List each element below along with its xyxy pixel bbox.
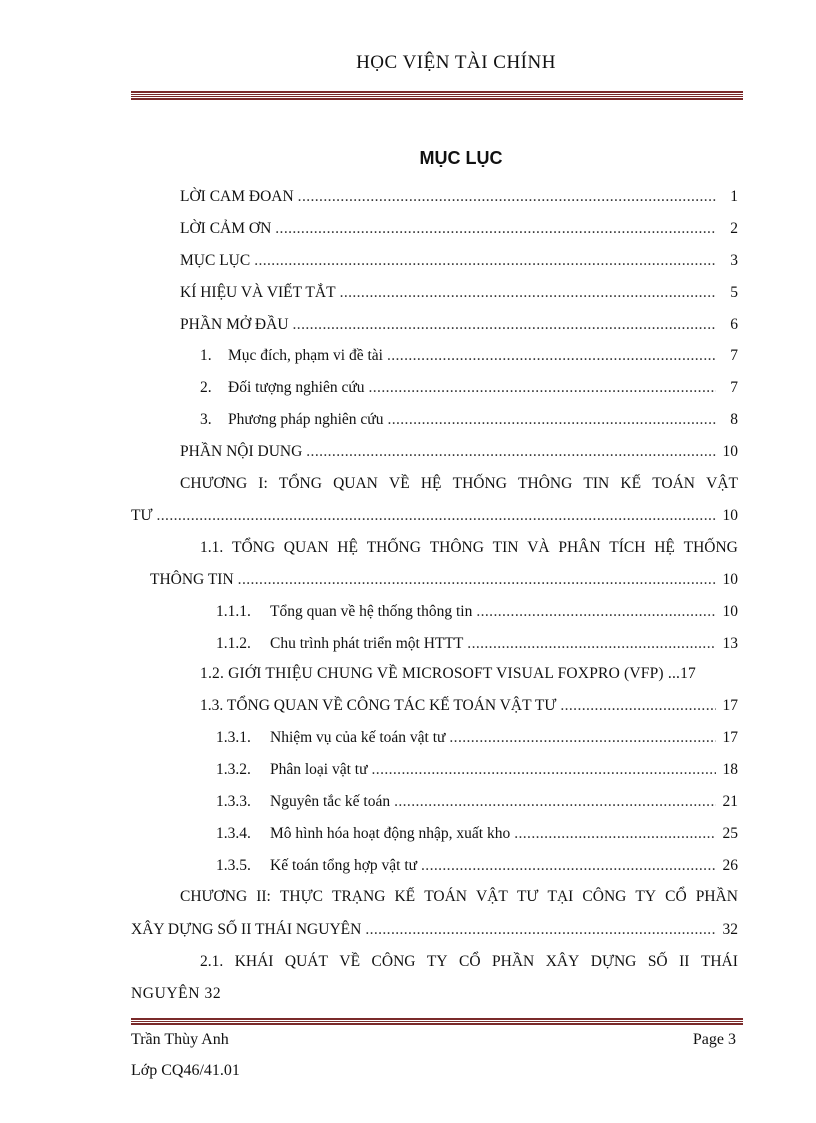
toc-word: SỐ [647,953,668,970]
toc-word: VÀ [527,539,550,556]
toc-section-2-1-line-1[interactable] [200,953,738,971]
toc-chapter-2-line-1[interactable] [180,888,738,906]
toc-leader [449,729,716,747]
toc-page-number: 32 [722,921,738,938]
toc-page-number: 3 [730,252,738,269]
toc-word: THÁI [700,953,738,970]
toc-entry-text: Phân loại vật tư [270,761,368,778]
toc-entry-text: Đối tượng nghiên cứu [228,379,365,396]
toc-word: CỔ [665,888,687,905]
toc-entry-text: Nhiệm vụ của kế toán vật tư [270,729,446,746]
toc-section-1-1-2[interactable] [216,635,738,653]
toc-entry-text: Mục đích, phạm vi đề tài [228,347,383,364]
toc-word: THỐNG [366,539,421,556]
toc-word: TẠI [547,888,574,905]
toc-word: KẾ [620,475,642,492]
toc-entry-number: 1.3.3. [216,793,251,810]
toc-page-number: 5 [730,284,738,301]
toc-word: DỰNG [590,953,637,970]
toc-leader [365,921,716,939]
toc-page-number: 10 [722,571,738,588]
footer-page-number: Page 3 [692,1031,736,1048]
toc-section-1-1-line-1[interactable] [200,539,738,557]
toc-page-number: 25 [722,825,738,842]
toc-word: HỆ [420,475,442,492]
header-rule [131,91,743,100]
toc-word: THÔNG [429,539,484,556]
toc-entry-text: THÔNG TIN [150,571,234,588]
toc-leader [293,316,716,334]
toc-section-1-3-1[interactable] [216,729,738,747]
toc-entry-number: 1.3.4. [216,825,251,842]
toc-word: TRẠNG [332,888,386,905]
toc-entry-ki-hieu[interactable] [180,284,738,302]
toc-word: TIN [492,539,519,556]
toc-word: PHẦN [695,888,738,905]
toc-word: XÂY [545,953,580,970]
toc-word: II [679,953,690,970]
toc-entry-text: Mô hình hóa hoạt động nhập, xuất kho [270,825,511,842]
toc-entry-phan-mo-dau[interactable] [180,316,738,334]
toc-word: TỔNG [231,539,276,556]
toc-chapter-1-line-2[interactable] [131,507,738,525]
toc-leader [298,188,716,206]
toc-page-number: 21 [722,793,738,810]
toc-word: 2.1. [200,953,224,970]
toc-entry-text: Tổng quan về hệ thống thông tin [270,603,473,620]
toc-entry-text: Chu trình phát triển một HTTT [270,635,464,652]
toc-title [0,148,816,169]
toc-entry-number: 1. [200,347,212,364]
toc-leader [306,443,716,461]
toc-chapter-1-line-1[interactable] [180,475,738,493]
toc-word: THỐNG [452,475,507,492]
toc-word: PHÂN [558,539,601,556]
toc-page-number: 17 [722,729,738,746]
toc-page-number: 8 [730,411,738,428]
toc-leader [372,761,716,779]
toc-entry-number: 3. [200,411,212,428]
toc-word: TOÁN [652,475,695,492]
toc-entry-text: LỜI CẢM ƠN [180,220,272,237]
toc-entry-number: 2. [200,379,212,396]
toc-word: VẬT [706,475,738,492]
toc-section-1-3-4[interactable] [216,825,738,843]
toc-section-1-3-5[interactable] [216,857,738,875]
toc-leader [394,793,716,811]
toc-leader [514,825,716,843]
toc-word: CÔNG [371,953,416,970]
toc-word: TÍCH [609,539,646,556]
header-title: HỌC VIỆN TÀI CHÍNH [356,52,556,73]
toc-word: TỔNG [278,475,322,492]
toc-entry-loi-cam-doan[interactable] [180,188,738,206]
toc-entry-number: 1.3.5. [216,857,251,874]
toc-page-number: 10 [722,507,738,524]
toc-page-number: 26 [722,857,738,874]
toc-page-number: 10 [722,603,738,620]
toc-leader [467,635,716,653]
toc-entry-text: PHẦN MỞ ĐẦU [180,316,289,333]
toc-leader [340,284,716,302]
toc-page-number: 18 [722,761,738,778]
toc-entry-item-2[interactable] [200,379,738,397]
toc-word: KẾ [394,888,416,905]
toc-entry-number: 1.3.1. [216,729,251,746]
page-header [0,52,816,74]
toc-page-number: 10 [722,443,738,460]
toc-word: 1.1. [200,539,224,556]
toc-word: PHẦN [492,953,535,970]
toc-entry-item-3[interactable] [200,411,738,429]
toc-entry-text: MỤC LỤC [180,252,251,269]
footer-author: Trần Thùy Anh [131,1031,229,1048]
toc-entry-item-1[interactable] [200,347,738,365]
toc-page-number: 13 [722,635,738,652]
toc-section-1-3[interactable] [200,697,738,715]
toc-word: THÔNG [518,475,573,492]
toc-word: TIN [583,475,610,492]
toc-leader [238,571,716,589]
toc-word: VỀ [339,953,361,970]
toc-word: HỆ [337,539,358,556]
toc-word: TY [426,953,448,970]
toc-entry-text: LỜI CAM ĐOAN [180,188,294,205]
toc-entry-loi-cam-on[interactable] [180,220,738,238]
toc-section-1-1-1[interactable] [216,603,738,621]
toc-entry-text: NGUYÊN 32 [131,985,222,1002]
toc-section-1-3-2[interactable] [216,761,738,779]
toc-section-1-1-line-2[interactable] [150,571,738,589]
toc-entry-text: 1.2. GIỚI THIỆU CHUNG VỀ MICROSOFT VISUAL FOXPRO (VFP) ...17 [200,665,696,682]
toc-word: VỀ [389,475,410,492]
toc-page-number: 2 [730,220,738,237]
toc-word: II: [256,888,271,905]
toc-word: I: [258,475,268,492]
toc-leader [254,252,716,270]
toc-word: TY [635,888,657,905]
toc-word: QUAN [283,539,329,556]
toc-word: KHÁI [234,953,274,970]
toc-word: TOÁN [424,888,467,905]
toc-word: CỔ [459,953,481,970]
toc-page-number: 17 [722,697,738,714]
toc-entry-number: 1.3.2. [216,761,251,778]
toc-leader [387,347,716,365]
footer-rule [131,1018,743,1025]
toc-entry-muc-luc[interactable] [180,252,738,270]
toc-entry-number: 1.1.2. [216,635,251,652]
toc-word: CHƯƠNG [180,475,248,492]
toc-entry-text: Kế toán tổng hợp vật tư [270,857,418,874]
toc-leader [275,220,716,238]
toc-section-2-1-line-2[interactable] [131,985,221,1003]
toc-entry-text: XÂY DỰNG SỐ II THÁI NGUYÊN [131,921,362,938]
toc-word: THỰC [279,888,323,905]
toc-word: TƯ [516,888,539,905]
toc-entry-text: Nguyên tắc kế toán [270,793,391,810]
toc-entry-text: KÍ HIỆU VÀ VIẾT TẮT [180,284,336,301]
toc-page-number: 6 [730,316,738,333]
toc-entry-number: 1.1.1. [216,603,251,620]
toc-leader [421,857,716,875]
toc-entry-text: 1.3. TỔNG QUAN VỀ CÔNG TÁC KẾ TOÁN VẬT TƯ [200,697,557,714]
toc-leader [387,411,716,429]
toc-section-1-2[interactable] [200,665,696,683]
toc-leader [476,603,716,621]
toc-chapter-2-line-2[interactable] [131,921,738,939]
toc-word: QUÁT [284,953,328,970]
toc-entry-text: TƯ [131,507,153,524]
toc-leader [369,379,717,397]
toc-page-number: 7 [730,347,738,364]
toc-page-number: 7 [730,379,738,396]
toc-word: CHƯƠNG [180,888,248,905]
toc-word: THỐNG [683,539,738,556]
toc-word: VẬT [476,888,508,905]
toc-entry-text: Phương pháp nghiên cứu [228,411,384,428]
toc-leader [157,507,717,525]
toc-section-1-3-3[interactable] [216,793,738,811]
footer-class: Lớp CQ46/41.01 [131,1062,240,1079]
toc-entry-phan-noi-dung[interactable] [180,443,738,461]
toc-leader [560,697,716,715]
toc-word: HỆ [654,539,675,556]
toc-page-number: 1 [730,188,738,205]
toc-entry-text: PHẦN NỘI DUNG [180,443,303,460]
toc-word: QUAN [333,475,378,492]
toc-word: CÔNG [582,888,627,905]
toc-title-text: MỤC LỤC [419,148,503,168]
